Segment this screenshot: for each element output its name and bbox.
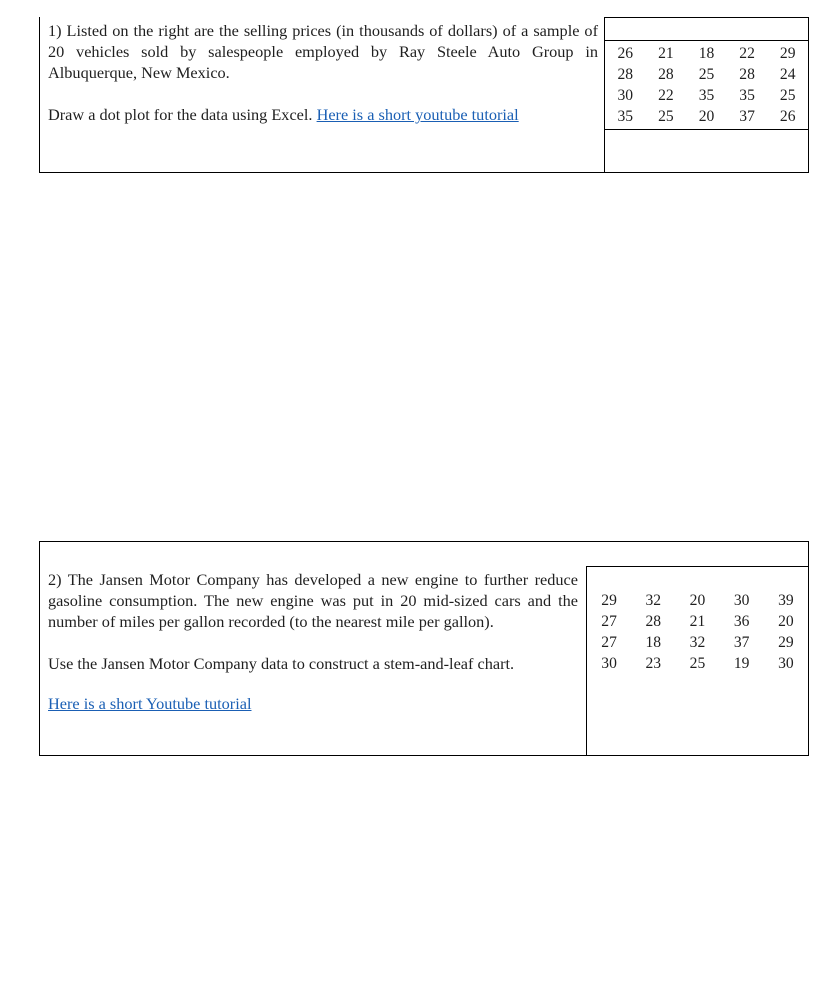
table-cell: 28 — [617, 66, 634, 83]
q1-border-bottom — [39, 172, 809, 173]
table-cell: 18 — [645, 634, 662, 651]
q2-border-right — [808, 541, 809, 756]
q1-text-block — [48, 20, 598, 125]
q2-text-block — [48, 569, 578, 714]
table-cell: 30 — [601, 655, 617, 672]
table-cell: 30 — [778, 655, 794, 672]
q1-instruction-line — [48, 104, 598, 125]
table-cell: 25 — [779, 87, 796, 104]
table-cell: 27 — [601, 634, 617, 651]
table-cell: 21 — [689, 613, 706, 630]
q2-border-top — [39, 541, 809, 542]
table-cell: 28 — [645, 613, 662, 630]
q1-instruction: Draw a dot plot for the data using Excel. — [48, 105, 313, 124]
table-cell: 29 — [779, 45, 796, 62]
q2-link-line — [48, 693, 578, 714]
table-cell: 19 — [733, 655, 750, 672]
table-row — [587, 590, 808, 611]
table-cell: 25 — [689, 655, 706, 672]
table-cell: 22 — [739, 45, 755, 62]
table-cell: 27 — [601, 613, 617, 630]
table-row — [605, 106, 808, 127]
q2-data-table — [587, 590, 808, 674]
table-cell: 35 — [617, 108, 634, 125]
table-cell: 35 — [698, 87, 715, 104]
table-cell: 32 — [689, 634, 706, 651]
table-cell: 25 — [698, 66, 715, 83]
q1-prompt: 1) Listed on the right are the selling prices (in thousands of dollars) of a sample of 20 vehicles sold by salespeople employed by Ray Steele Auto Group in Albuquerque, New Mexico. — [48, 21, 598, 82]
q2-table-top-border — [586, 566, 809, 567]
table-row — [587, 632, 808, 653]
table-cell: 37 — [739, 108, 755, 125]
table-cell: 28 — [739, 66, 755, 83]
table-cell: 20 — [689, 592, 706, 609]
table-row — [587, 653, 808, 674]
table-cell: 37 — [733, 634, 750, 651]
q1-table-header-line — [604, 17, 809, 18]
q2-prompt: 2) The Jansen Motor Company has developed a new engine to further reduce gasoline consumption. The new engine was put in 20 mid-sized cars and the number of miles per gallon recorded (to the nearest mile per gallon). — [48, 570, 578, 631]
q1-table-bottom-border — [604, 129, 809, 130]
table-cell: 36 — [733, 613, 750, 630]
table-row — [605, 64, 808, 85]
q1-data-table — [605, 43, 808, 127]
q1-tutorial-link[interactable]: Here is a short youtube tutorial — [316, 105, 519, 124]
table-cell: 22 — [658, 87, 674, 104]
table-cell: 24 — [779, 66, 796, 83]
q2-instruction: Use the Jansen Motor Company data to construct a stem-and-leaf chart. — [48, 654, 515, 673]
q2-border-bottom — [39, 755, 809, 756]
table-cell: 32 — [645, 592, 662, 609]
table-cell: 20 — [698, 108, 715, 125]
q2-tutorial-link[interactable]: Here is a short Youtube tutorial — [48, 694, 252, 713]
table-cell: 30 — [617, 87, 634, 104]
q1-border-left — [39, 17, 40, 173]
table-cell: 20 — [778, 613, 794, 630]
table-cell: 23 — [645, 655, 662, 672]
table-cell: 28 — [658, 66, 674, 83]
table-cell: 21 — [658, 45, 674, 62]
table-cell: 30 — [733, 592, 750, 609]
table-cell: 39 — [778, 592, 794, 609]
table-row — [605, 43, 808, 64]
q2-border-left — [39, 541, 40, 756]
table-cell: 18 — [698, 45, 715, 62]
table-row — [587, 611, 808, 632]
table-row — [605, 85, 808, 106]
table-cell: 26 — [617, 45, 634, 62]
table-cell: 25 — [658, 108, 674, 125]
question-1-box — [0, 0, 832, 180]
table-cell: 29 — [601, 592, 617, 609]
table-cell: 29 — [778, 634, 794, 651]
table-cell: 35 — [739, 87, 755, 104]
table-cell: 26 — [779, 108, 796, 125]
q1-table-top-border — [604, 40, 809, 41]
